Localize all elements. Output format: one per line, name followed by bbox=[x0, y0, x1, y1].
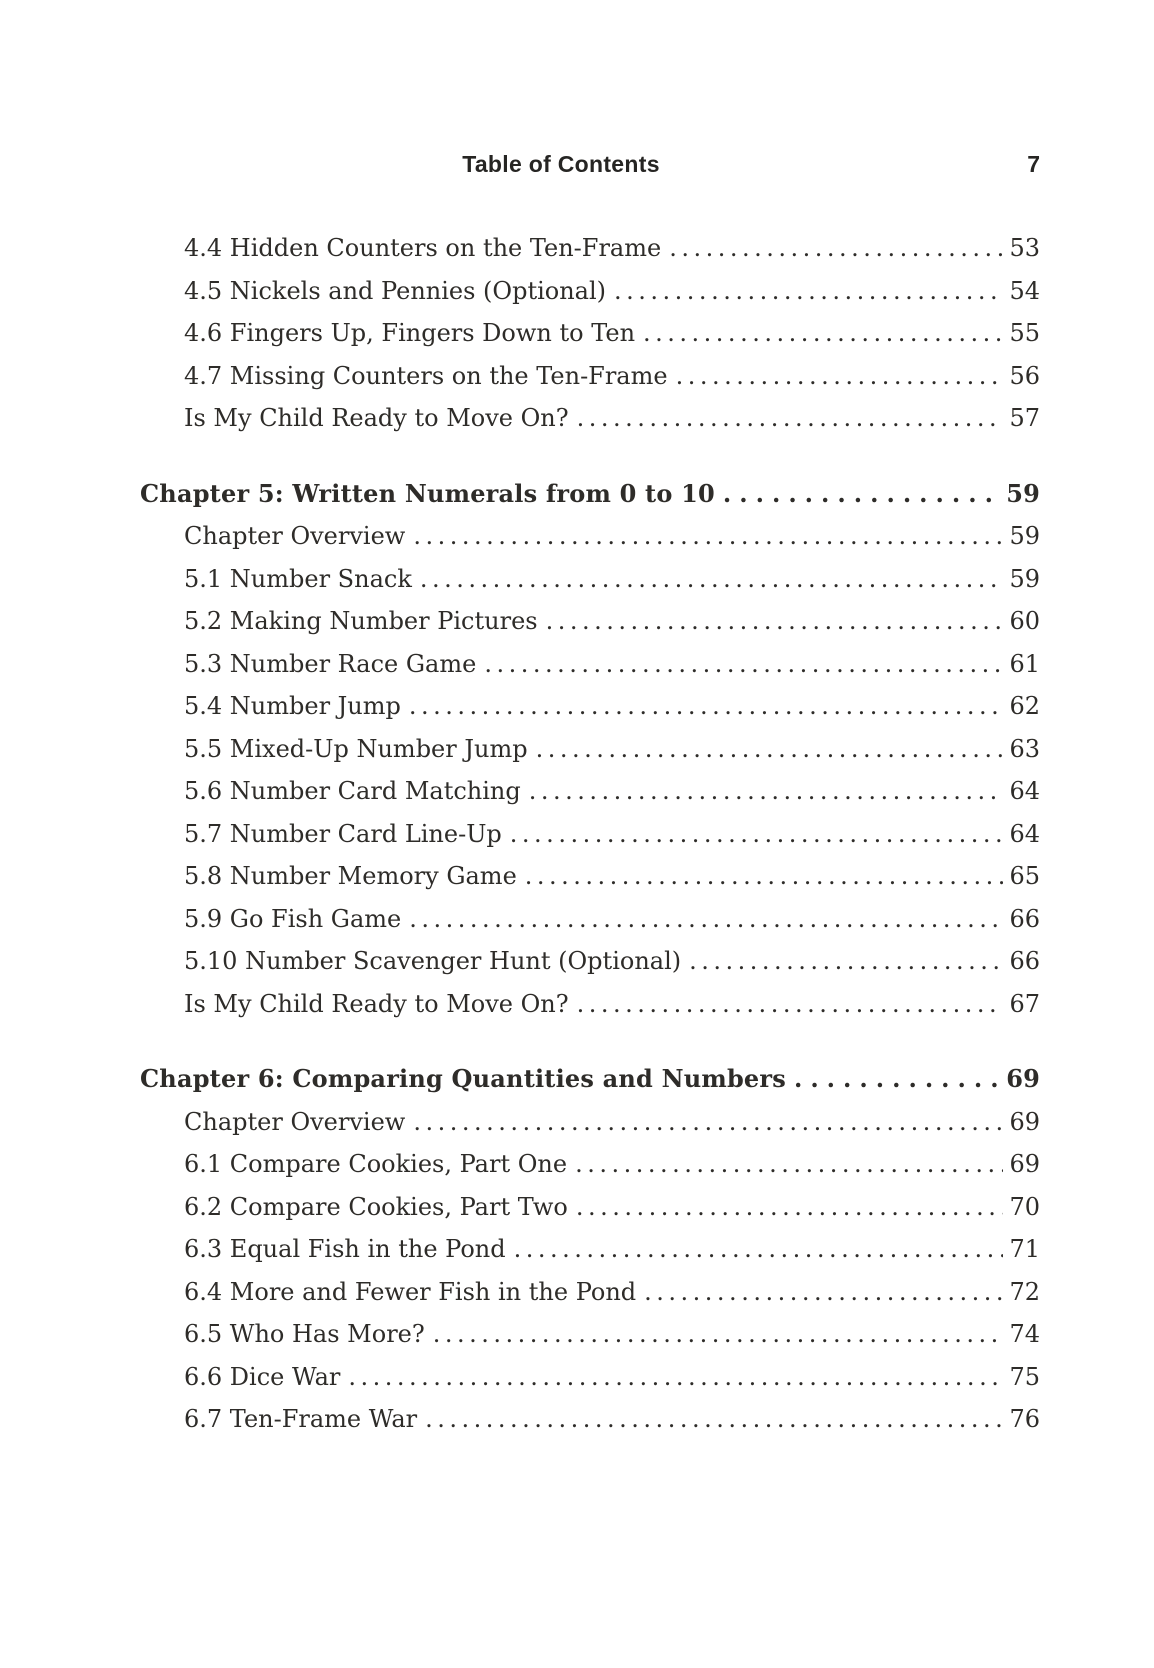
toc-chapter-heading[interactable] bbox=[140, 473, 1040, 516]
toc-entry-page-number: 59 bbox=[1009, 522, 1040, 550]
dot-leader bbox=[676, 355, 1004, 398]
toc-entry-title: 4.4 Hidden Counters on the Ten-Frame bbox=[184, 234, 662, 262]
dot-leader bbox=[794, 1058, 1000, 1101]
toc-entry[interactable] bbox=[140, 515, 1040, 558]
toc-entry-page-number: 65 bbox=[1009, 862, 1040, 890]
toc-entry-title: 4.6 Fingers Up, Fingers Down to Ten bbox=[184, 319, 636, 347]
toc-entry-page-number: 62 bbox=[1009, 692, 1040, 720]
toc-entry-page-number: 67 bbox=[1009, 989, 1040, 1018]
toc-entry-title: 5.8 Number Memory Game bbox=[184, 862, 517, 890]
dot-leader bbox=[577, 397, 1004, 440]
toc-entry-title: 4.7 Missing Counters on the Ten-Frame bbox=[184, 361, 668, 390]
toc-entry[interactable] bbox=[140, 1228, 1040, 1271]
dot-leader bbox=[409, 898, 1003, 941]
toc-entry-title: 5.9 Go Fish Game bbox=[184, 904, 402, 933]
dot-leader bbox=[348, 1356, 1003, 1399]
dot-leader bbox=[413, 515, 1003, 558]
toc-entry[interactable] bbox=[140, 270, 1040, 313]
dot-leader bbox=[643, 312, 1003, 355]
toc-entry-page-number: 59 bbox=[1009, 564, 1040, 593]
page-header bbox=[140, 146, 1040, 182]
toc-entry[interactable] bbox=[140, 983, 1040, 1026]
toc-entry[interactable] bbox=[140, 643, 1040, 686]
dot-leader bbox=[413, 1101, 1003, 1144]
toc-entry-page-number: 69 bbox=[1009, 1150, 1040, 1178]
dot-leader bbox=[723, 473, 1000, 516]
toc-entry-title: 6.2 Compare Cookies, Part Two bbox=[184, 1192, 568, 1221]
toc-entry-title: Chapter 6: Comparing Quantities and Numbers bbox=[140, 1064, 786, 1093]
toc-entry-title: 5.5 Mixed-Up Number Jump bbox=[184, 734, 528, 763]
toc-entry-title: Is My Child Ready to Move On? bbox=[184, 404, 569, 432]
page-title: Table of Contents bbox=[462, 151, 660, 177]
dot-leader bbox=[525, 855, 1004, 898]
toc-entry[interactable] bbox=[140, 1186, 1040, 1229]
toc-entry[interactable] bbox=[140, 227, 1040, 270]
toc-entry[interactable] bbox=[140, 940, 1040, 983]
toc-entry[interactable] bbox=[140, 397, 1040, 440]
dot-leader bbox=[575, 1143, 1003, 1186]
toc-entry[interactable] bbox=[140, 558, 1040, 601]
toc-entry-page-number: 64 bbox=[1009, 819, 1040, 848]
toc-entry[interactable] bbox=[140, 813, 1040, 856]
toc-entry-page-number: 63 bbox=[1009, 734, 1040, 763]
toc-entry[interactable] bbox=[140, 1398, 1040, 1441]
toc-entry[interactable] bbox=[140, 855, 1040, 898]
toc-entry-page-number: 54 bbox=[1009, 276, 1040, 305]
dot-leader bbox=[614, 270, 1003, 313]
dot-leader bbox=[529, 770, 1004, 813]
toc-entry-title: Chapter Overview bbox=[184, 1107, 406, 1136]
dot-leader bbox=[689, 940, 1003, 983]
toc-entry-page-number: 69 bbox=[1006, 1064, 1040, 1093]
toc-entry-page-number: 75 bbox=[1009, 1362, 1040, 1391]
dot-leader bbox=[409, 685, 1004, 728]
toc-entry-title: Chapter Overview bbox=[184, 522, 406, 550]
toc-entry-page-number: 56 bbox=[1009, 361, 1040, 390]
toc-entry-title: Chapter 5: Written Numerals from 0 to 10 bbox=[140, 478, 715, 508]
dot-leader bbox=[644, 1271, 1003, 1314]
dot-leader bbox=[577, 983, 1004, 1026]
toc-entry-page-number: 69 bbox=[1009, 1107, 1040, 1136]
toc-entry-title: 5.3 Number Race Game bbox=[184, 649, 477, 678]
toc-entry-page-number: 53 bbox=[1009, 234, 1040, 262]
toc-entry-title: 6.7 Ten-Frame War bbox=[184, 1405, 418, 1433]
dot-leader bbox=[576, 1186, 1004, 1229]
toc-entry-page-number: 70 bbox=[1009, 1192, 1040, 1221]
dot-leader bbox=[420, 558, 1004, 601]
toc-entry-title: Is My Child Ready to Move On? bbox=[184, 989, 569, 1018]
toc-entry[interactable] bbox=[140, 600, 1040, 643]
toc-entry-page-number: 74 bbox=[1009, 1320, 1040, 1348]
toc-entry-page-number: 60 bbox=[1009, 607, 1040, 635]
toc-entry-title: 6.4 More and Fewer Fish in the Pond bbox=[184, 1277, 637, 1306]
toc-entry-title: 5.1 Number Snack bbox=[184, 564, 412, 593]
dot-leader bbox=[669, 227, 1003, 270]
dot-leader bbox=[433, 1313, 1004, 1356]
toc-entry-page-number: 66 bbox=[1009, 947, 1040, 975]
toc-entry[interactable] bbox=[140, 898, 1040, 941]
toc-entry-page-number: 72 bbox=[1009, 1277, 1040, 1306]
dot-leader bbox=[514, 1228, 1004, 1271]
toc-entry[interactable] bbox=[140, 728, 1040, 771]
toc-entry[interactable] bbox=[140, 1271, 1040, 1314]
dot-leader bbox=[536, 728, 1004, 771]
toc-entry-page-number: 71 bbox=[1009, 1235, 1040, 1263]
toc-entry-title: 6.6 Dice War bbox=[184, 1362, 341, 1391]
toc-entry-title: 5.2 Making Number Pictures bbox=[184, 607, 538, 635]
toc-entry-title: 4.5 Nickels and Pennies (Optional) bbox=[184, 276, 607, 305]
toc-entry-page-number: 64 bbox=[1009, 777, 1040, 805]
toc-entry-title: 6.1 Compare Cookies, Part One bbox=[184, 1150, 568, 1178]
toc-entry-page-number: 66 bbox=[1009, 904, 1040, 933]
toc-entry[interactable] bbox=[140, 770, 1040, 813]
toc-entry[interactable] bbox=[140, 1356, 1040, 1399]
toc-entry-page-number: 57 bbox=[1009, 404, 1040, 432]
toc-entry-title: 6.3 Equal Fish in the Pond bbox=[184, 1235, 506, 1263]
toc-list bbox=[140, 227, 1040, 1441]
toc-entry-title: 5.4 Number Jump bbox=[184, 692, 401, 720]
dot-leader bbox=[484, 643, 1003, 686]
toc-chapter-heading[interactable] bbox=[140, 1058, 1040, 1101]
toc-entry-title: 6.5 Who Has More? bbox=[184, 1320, 425, 1348]
toc-entry-page-number: 59 bbox=[1006, 478, 1040, 508]
toc-entry[interactable] bbox=[140, 1313, 1040, 1356]
page-number: 7 bbox=[1027, 151, 1040, 177]
toc-entry[interactable] bbox=[140, 1101, 1040, 1144]
toc-entry-page-number: 61 bbox=[1009, 649, 1040, 678]
toc-entry[interactable] bbox=[140, 685, 1040, 728]
dot-leader bbox=[510, 813, 1004, 856]
toc-entry[interactable] bbox=[140, 312, 1040, 355]
toc-entry[interactable] bbox=[140, 1143, 1040, 1186]
toc-entry-page-number: 55 bbox=[1009, 319, 1040, 347]
toc-entry-title: 5.6 Number Card Matching bbox=[184, 777, 521, 805]
toc-entry-title: 5.10 Number Scavenger Hunt (Optional) bbox=[184, 947, 682, 975]
dot-leader bbox=[546, 600, 1004, 643]
toc-entry[interactable] bbox=[140, 355, 1040, 398]
dot-leader bbox=[425, 1398, 1003, 1441]
toc-entry-page-number: 76 bbox=[1009, 1405, 1040, 1433]
toc-entry-title: 5.7 Number Card Line-Up bbox=[184, 819, 502, 848]
